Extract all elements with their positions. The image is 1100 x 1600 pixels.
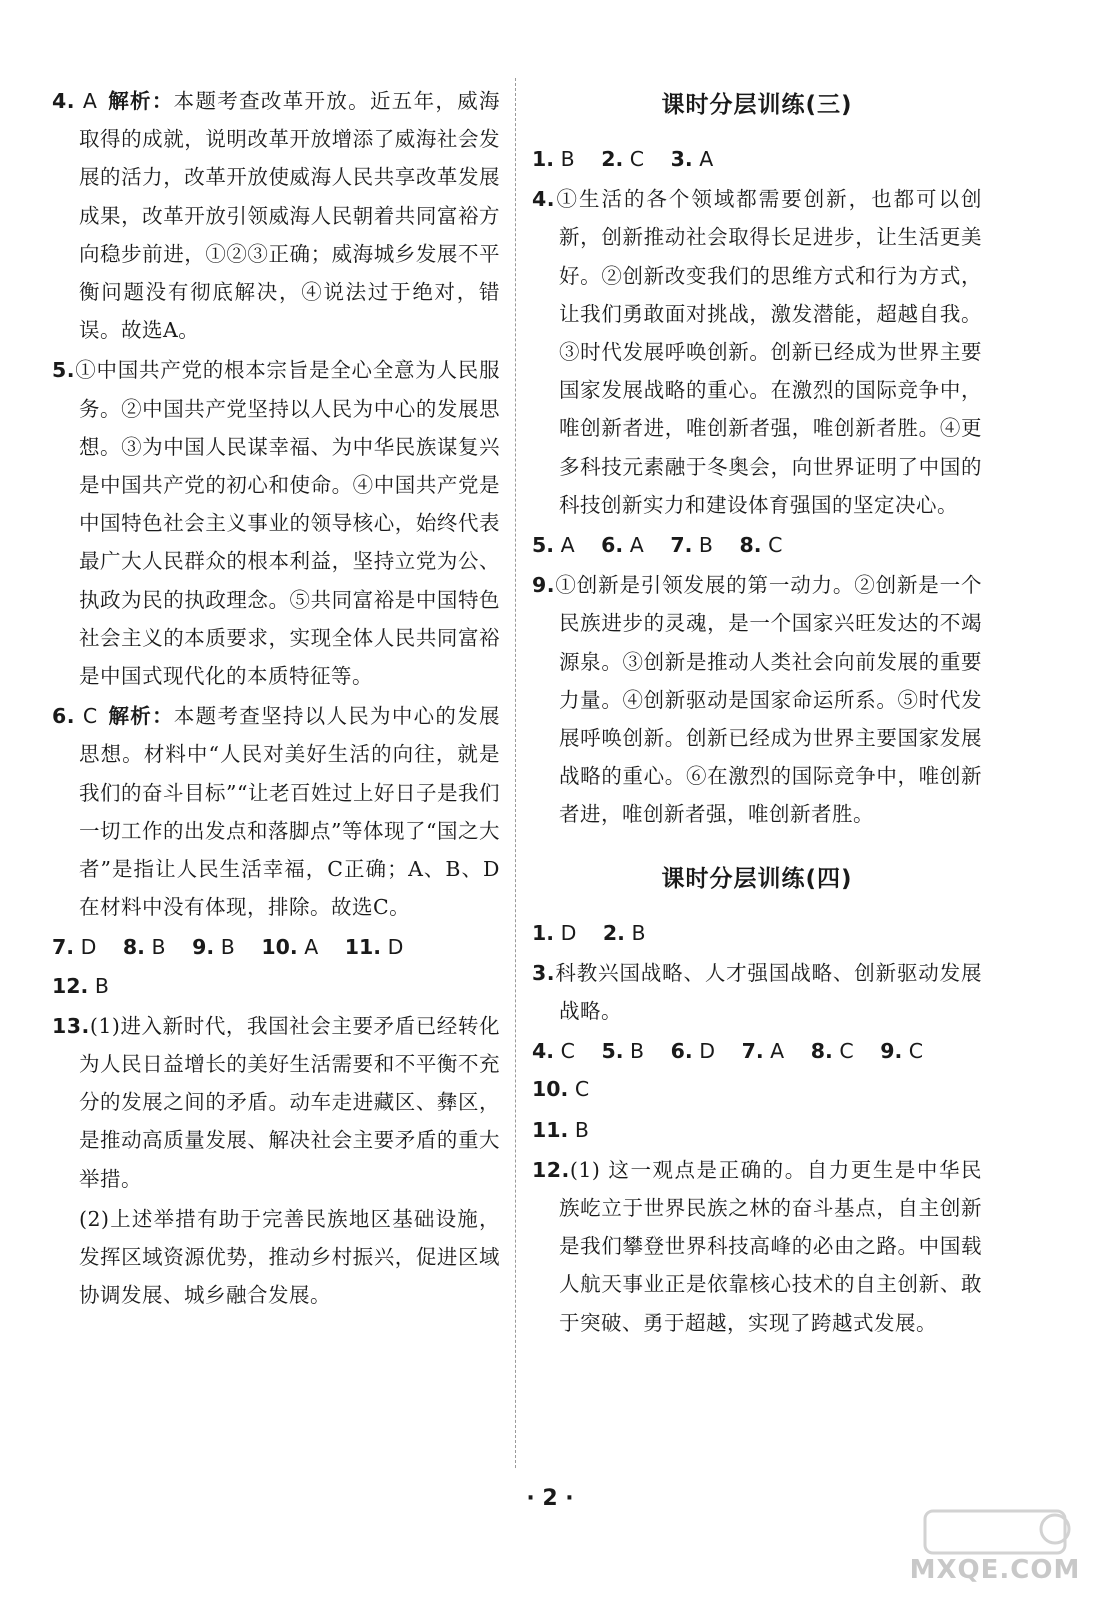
analysis-label: 解析： [107, 704, 174, 729]
answer-pair: 4. C [532, 1039, 575, 1064]
answer-text: ①中国共产党的根本宗旨是全心全意为人民服务。②中国共产党坚持以人民为中心的发展思想。③为中国人民谋幸福、为中华民族谋复兴是中国共产党的初心和使命。④中国共产党是中国特色社会主义事业的领导核心，始终代表最广大人民群众的根本利益，坚持立党为公、执政为民的执政理念。⑤共同富裕是中国特色社会主义的本质要求，实现全体人民共同富裕是中国式现代化的本质特征等。 [75, 358, 500, 689]
answer-pair: 7. D [52, 935, 97, 960]
left-column [52, 82, 500, 1317]
analysis-text: 本题考查坚持以人民为中心的发展思想。材料中“人民对美好生活的向往，就是我们的奋斗目标”“让老百姓过上好日子是我们一切工作的出发点和落脚点”等体现了“国之大者”是指让人民生活幸福，C正确；A、B、D在材料中没有体现，排除。故选C。 [79, 704, 500, 920]
column-divider [515, 78, 516, 1468]
answer-item-13 [52, 1007, 500, 1198]
answer-text: 科教兴国战略、人才强国战略、创新驱动发展战略。 [555, 960, 982, 1024]
item-number: 13. [52, 1013, 90, 1038]
watermark-logo [905, 1505, 1085, 1595]
answer-pair: 11. B [532, 1117, 589, 1142]
section-heading-3: 课时分层训练(三) [661, 92, 853, 118]
answer-row-4-10 [532, 1032, 982, 1108]
answer-pair: 8. C [810, 1039, 854, 1064]
answer-pair: 6. A [601, 533, 644, 558]
answer-pair: 10. A [261, 935, 319, 960]
page-number: · 2 · [526, 1486, 574, 1511]
right-column [532, 82, 982, 1344]
answer-item-5 [52, 351, 500, 695]
answer-pair: 2. B [602, 920, 646, 945]
answer-item-9 [532, 566, 982, 833]
answer-text: ①创新是引领发展的第一动力。②创新是一个民族进步的灵魂，是一个国家兴旺发达的不竭源泉。③创新是推动人类社会向前发展的重要力量。④创新驱动是国家命运所系。⑤时代发展呼唤创新。创新已经成为世界主要国家发展战略的重心。⑥在激烈的国际竞争中，唯创新者进，唯创新者强，唯创新者胜。 [555, 573, 982, 827]
item-number: 4. [532, 187, 556, 212]
answer-row-1-3 [532, 140, 982, 178]
section-heading-4: 课时分层训练(四) [661, 865, 853, 892]
item-number: 12. [532, 1157, 570, 1182]
item-answer: C [82, 704, 98, 729]
answer-row-7-12 [52, 928, 500, 1004]
answer-pair: 8. B [122, 935, 166, 960]
answer-pair: 7. A [741, 1039, 785, 1064]
answer-pair: 2. C [601, 147, 645, 171]
answer-pair: 5. B [601, 1039, 645, 1064]
answer-item-4 [532, 180, 982, 524]
answer-pair: 9. C [880, 1039, 924, 1064]
answer-pair: 5. A [532, 533, 575, 558]
answer-text: (1) 这一观点是正确的。自力更生是中华民族屹立于世界民族之林的奋斗基点，自主创新是我们攀登世界科技高峰的必由之路。中国载人航天事业正是依靠核心技术的自主创新、敢于突破、勇于超越，实现了跨越式发展。 [559, 1157, 982, 1335]
answer-pair: 6. D [670, 1039, 716, 1064]
item-number: 6. [52, 704, 76, 729]
answer-part-2: (2)上述举措有助于完善民族地区基础设施，发挥区域资源优势，推动乡村振兴，促进区域协调发展、城乡融合发展。 [79, 1206, 500, 1308]
analysis-label: 解析： [107, 89, 174, 113]
answer-part-1: (1)进入新时代，我国社会主要矛盾已经转化为人民日益增长的美好生活需要和不平衡不充分的发展之间的矛盾。动车走进藏区、彝区，是推动高质量发展、解决社会主要矛盾的重大举措。 [79, 1013, 500, 1191]
item-number: 4. [52, 89, 76, 113]
watermark-site: MXQE.COM [909, 1555, 1081, 1585]
answer-item-6 [52, 697, 500, 926]
answer-pair: 3. A [670, 147, 714, 171]
answer-text: ①生活的各个领域都需要创新，也都可以创新，创新推动社会取得长足进步，让生活更美好。②创新改变我们的思维方式和行为方式，让我们勇敢面对挑战，激发潜能，超越自我。③时代发展呼唤创新。创新已经成为世界主要国家发展战略的重心。在激烈的国际竞争中，唯创新者进，唯创新者强，唯创新者胜。④更多科技元素融于冬奥会，向世界证明了中国的科技创新实力和建设体育强国的坚定决心。 [555, 187, 982, 517]
answer-pair: 12. B [52, 973, 109, 998]
answer-item-12 [532, 1151, 982, 1342]
answer-item-4 [52, 82, 500, 349]
answer-item-3 [532, 954, 982, 1030]
item-number: 3. [532, 960, 556, 985]
item-answer: A [82, 89, 98, 113]
answer-pair: 1. B [532, 147, 575, 171]
answer-pair: 8. C [739, 533, 783, 558]
answer-row-5-8 [532, 526, 982, 564]
answer-row-1-2 [532, 914, 982, 952]
item-number: 5. [52, 358, 76, 383]
answer-pair: 11. D [344, 935, 404, 960]
answer-pair: 9. B [192, 935, 235, 960]
answer-row-11 [532, 1111, 982, 1149]
answer-pair: 10. C [532, 1077, 590, 1102]
item-number: 9. [532, 573, 556, 598]
analysis-text: 本题考查改革开放。近五年，威海取得的成就，说明改革开放增添了威海社会发展的活力，改革开放使威海人民共享改革发展成果，改革开放引领威海人民朝着共同富裕方向稳步前进，①②③正确；威海城乡发展不平衡问题没有彻底解决，④说法过于绝对，错误。故选A。 [79, 89, 500, 343]
answer-item-13-part-2 [52, 1200, 500, 1315]
answer-pair: 7. B [670, 533, 713, 558]
answer-pair: 1. D [532, 920, 577, 945]
